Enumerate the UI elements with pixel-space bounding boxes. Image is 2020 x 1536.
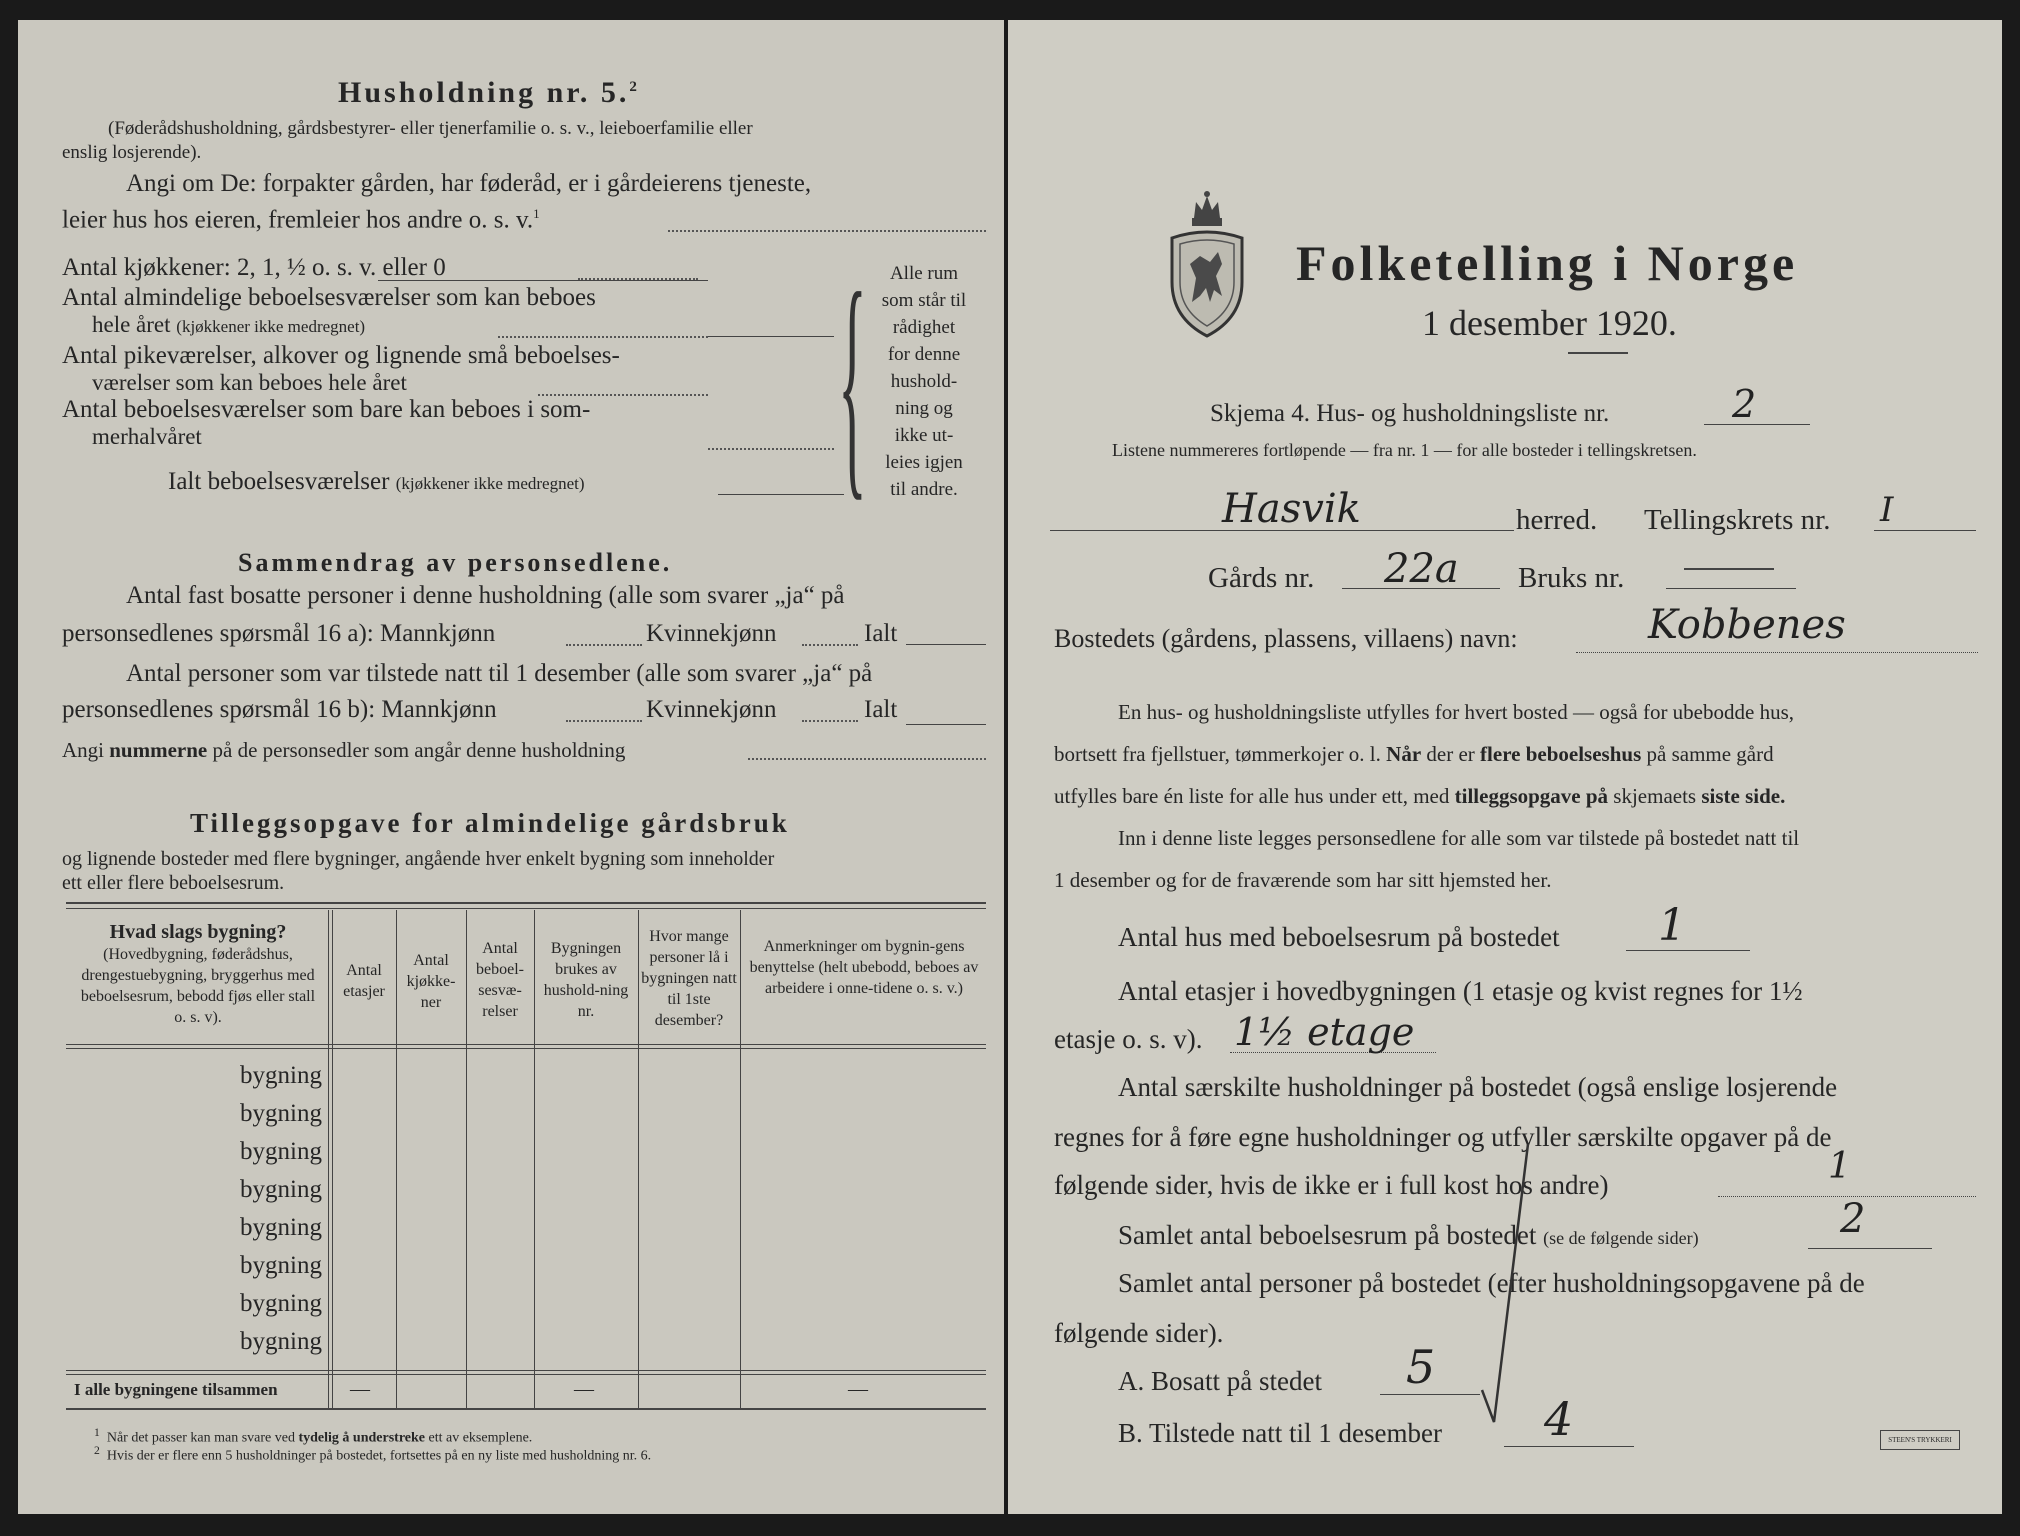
check-mark-icon xyxy=(1478,1140,1538,1430)
present-value: 4 xyxy=(1544,1392,1574,1446)
instruction-4: Inn i denne liste legges personsedlene for alle som var tilstede på bostedet natt til xyxy=(1118,826,1800,850)
bruks-dash xyxy=(1684,568,1774,570)
households-value: 1 xyxy=(1828,1146,1851,1187)
resident-label: A. Bosatt på stedet xyxy=(1118,1366,1322,1396)
bosted-label: Bostedets (gårdens, plassens, villaens) navn: xyxy=(1054,624,1518,653)
household-subtitle-1: (Føderådshusholdning, gårdsbestyrer- eller tjenerfamilie o. s. v., leieboerfamilie eller xyxy=(108,118,753,139)
col-remarks-header: Anmerkninger om bygnin-gens benyttelse (helt ubebodd, beboes av arbeidere i onne-tidene o. s. v.) xyxy=(749,938,979,997)
present-label: B. Tilstede natt til 1 desember xyxy=(1118,1418,1442,1448)
floors-label-1: Antal etasjer i hovedbygningen (1 etasje og kvist regnes for 1½ xyxy=(1118,976,1803,1006)
col-building-header: Hvad slags bygning? (Hovedbygning, føderådshus, drengestuebygning, bryggerhus med beboelsesrum, bebodd fjøs eller stall o. s. v). xyxy=(80,921,316,1026)
household-title: Husholdning nr. 5.$^2$ xyxy=(338,76,640,109)
farm-sub-1: og lignende bosteder med flere bygninger, angående hver enkelt bygning som inneholder xyxy=(62,848,775,870)
question-angi-2: leier hus hos eieren, fremleier hos andre o. s. v.$^1$ xyxy=(62,206,540,234)
table-row: bygning xyxy=(240,1328,322,1355)
summary-numbers: Angi nummerne på de personsedler som angår denne husholdning xyxy=(62,738,626,762)
farm-heading: Tilleggsopgave for almindelige gårdsbruk xyxy=(190,808,790,838)
numbering-note: Listene nummereres fortløpende — fra nr. 1 — for alle bosteder i tellingskretsen. xyxy=(1112,440,1697,460)
summary-b-1: Antal personer som var tilstede natt til 1 desember (alle som svarer „ja“ på xyxy=(126,660,873,687)
summary-a-1: Antal fast bosatte personer i denne husholdning (alle som svarer „ja“ på xyxy=(126,582,845,609)
total-floors-dash: — xyxy=(350,1378,370,1400)
gards-value: 22a xyxy=(1384,546,1459,592)
rooms-brace: { xyxy=(838,243,867,521)
table-row: bygning xyxy=(240,1290,322,1317)
maid-rooms-label-2: værelser som kan beboes hele året xyxy=(92,370,407,395)
right-page xyxy=(1008,20,2002,1514)
summary-a-total: Ialt xyxy=(864,620,898,647)
col-rooms-header: Antal beboel-sesvæ-relser xyxy=(476,940,524,1020)
houses-label: Antal hus med beboelsesrum på bostedet xyxy=(1118,922,1560,952)
summary-a-female: Kvinnekjønn xyxy=(646,620,777,647)
maid-rooms-label-1: Antal pikeværelser, alkover og lignende små beboelses- xyxy=(62,342,620,369)
bosted-value: Kobbenes xyxy=(1648,602,1846,648)
printer-mark: STEEN'S TRYKKERI xyxy=(1880,1430,1960,1450)
summer-rooms-label-2: merhalvåret xyxy=(92,424,202,449)
footnote-1: $^1$ Når det passer kan man svare ved tydelig å understreke ett av eksemplene. xyxy=(94,1426,533,1446)
rooms-side-note: Alle rum som står til rådighet for denne hushold- ning og ikke ut- leies igjen til andre. xyxy=(881,263,967,500)
herred-value: Hasvik xyxy=(1222,486,1361,532)
summer-rooms-label-1: Antal beboelsesværelser som bare kan beboes i som- xyxy=(62,396,591,423)
households-label-2: regnes for å føre egne husholdninger og utfyller særskilte opgaver på de xyxy=(1054,1122,1832,1152)
farm-sub-2: ett eller flere beboelsesrum. xyxy=(62,872,285,894)
ordinary-rooms-label-1: Antal almindelige beboelsesværelser som kan beboes xyxy=(62,284,596,311)
kitchens-label: Antal kjøkkener: 2, 1, ½ o. s. v. eller 0 xyxy=(62,254,446,281)
col-used-by-header: Bygningen brukes av hushold-ning nr. xyxy=(543,940,629,1020)
household-subtitle-2: enslig losjerende). xyxy=(62,142,202,163)
table-row: bygning xyxy=(240,1062,322,1089)
floors-value: 1½ etage xyxy=(1234,1010,1415,1054)
total-rooms-label: Samlet antal beboelsesrum på bostedet (se de følgende sider) xyxy=(1118,1220,1699,1250)
krets-label: Tellingskrets nr. xyxy=(1644,504,1831,536)
question-angi-1: Angi om De: forpakter gården, har føderåd, er i gårdeierens tjeneste, xyxy=(126,170,812,197)
summary-b-total: Ialt xyxy=(864,696,898,723)
instruction-5: 1 desember og for de fraværende som har sitt hjemsted her. xyxy=(1054,868,1552,892)
col-kitchens-header: Antal kjøkke-ner xyxy=(406,952,456,1011)
households-label-1: Antal særskilte husholdninger på bostedet (også enslige losjerende xyxy=(1118,1072,1838,1102)
gards-label: Gårds nr. xyxy=(1208,562,1315,594)
table-row: bygning xyxy=(240,1138,322,1165)
col-persons-header: Hvor mange personer lå i bygningen natt til 1ste desember? xyxy=(641,928,737,1029)
persons-label-2: følgende sider). xyxy=(1054,1318,1224,1348)
summary-a-2: personsedlenes spørsmål 16 a): Mannkjønn xyxy=(62,620,496,647)
total-used-by-dash: — xyxy=(574,1378,594,1400)
total-rooms-value: 2 xyxy=(1840,1196,1866,1242)
instruction-1: En hus- og husholdningsliste utfylles for hvert bosted — også for ubebodde hus, xyxy=(1118,700,1794,724)
herred-label: herred. xyxy=(1516,504,1598,536)
table-row: bygning xyxy=(240,1214,322,1241)
census-date: 1 desember 1920. xyxy=(1422,303,1677,343)
resident-value: 5 xyxy=(1406,1340,1436,1394)
total-rooms-label: Ialt beboelsesværelser (kjøkkener ikke medregnet) xyxy=(168,468,585,495)
houses-value: 1 xyxy=(1658,900,1686,951)
instruction-3: utfylles bare én liste for alle hus under ett, med tilleggsopgave på skjemaets siste side. xyxy=(1054,784,1786,808)
households-label-3: følgende sider, hvis de ikke er i full kost hos andre) xyxy=(1054,1170,1609,1200)
schema-nr: 2 xyxy=(1732,382,1757,426)
col-floors-header: Antal etasjer xyxy=(343,962,385,1000)
left-page xyxy=(18,20,1004,1514)
table-total-label: I alle bygningene tilsammen xyxy=(74,1380,278,1399)
table-row: bygning xyxy=(240,1176,322,1203)
krets-value: I xyxy=(1880,490,1894,530)
persons-label-1: Samlet antal personer på bostedet (efter husholdningsopgavene på de xyxy=(1118,1268,1865,1298)
table-row: bygning xyxy=(240,1100,322,1127)
footnote-2: $^2$ Hvis der er flere enn 5 husholdninger på bostedet, fortsettes på en ny liste med husholdning nr. 6. xyxy=(94,1444,652,1464)
summary-b-female: Kvinnekjønn xyxy=(646,696,777,723)
table-row: bygning xyxy=(240,1252,322,1279)
total-remarks-dash: — xyxy=(848,1378,868,1400)
schema-label: Skjema 4. Hus- og husholdningsliste nr. xyxy=(1210,400,1610,427)
summary-b-2: personsedlenes spørsmål 16 b): Mannkjønn xyxy=(62,696,497,723)
coat-of-arms-icon xyxy=(1166,190,1248,340)
ordinary-rooms-label-2: hele året (kjøkkener ikke medregnet) xyxy=(92,312,366,337)
census-title: Folketelling i Norge xyxy=(1296,235,1799,291)
floors-label-2: etasje o. s. v). xyxy=(1054,1024,1203,1054)
bruks-label: Bruks nr. xyxy=(1518,562,1625,594)
instruction-2: bortsett fra fjellstuer, tømmerkojer o. l. Når der er flere beboelseshus på samme gård xyxy=(1054,742,1774,766)
summary-heading: Sammendrag av personsedlene. xyxy=(238,548,673,577)
